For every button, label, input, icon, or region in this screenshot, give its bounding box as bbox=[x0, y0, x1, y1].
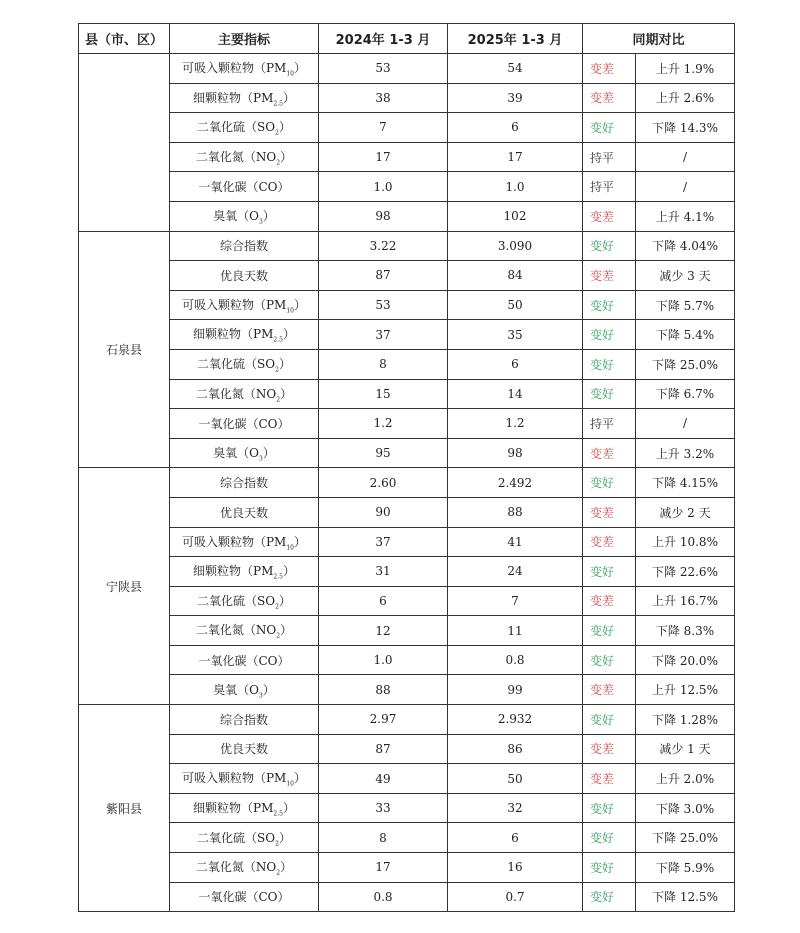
indicator-suffix: ） bbox=[294, 61, 307, 76]
indicator-label: 二氧化氮（NO bbox=[195, 149, 277, 164]
indicator-label: 优良天数 bbox=[219, 505, 268, 520]
change-cell: 下降 1.28% bbox=[636, 705, 735, 735]
indicator-suffix: ） bbox=[262, 682, 275, 697]
indicator-cell bbox=[170, 823, 319, 853]
change-cell: 上升 10.8% bbox=[636, 527, 735, 557]
indicator-subscript: 3 bbox=[259, 218, 263, 226]
header-2025: 2025年 1-3 月 bbox=[448, 24, 583, 54]
indicator-label: 细颗粒物（PM bbox=[193, 800, 274, 815]
county-cell bbox=[79, 54, 170, 232]
indicator-label: 二氧化硫（SO bbox=[197, 357, 276, 372]
value-2024-cell: 3.22 bbox=[319, 231, 448, 261]
value-2025-cell: 102 bbox=[448, 201, 583, 231]
indicator-suffix: ） bbox=[282, 90, 295, 105]
indicator-subscript: 2 bbox=[276, 869, 281, 877]
value-2024-cell: 6 bbox=[319, 586, 448, 616]
value-2024-cell: 15 bbox=[319, 379, 448, 409]
value-2025-cell: 2.932 bbox=[448, 705, 583, 735]
table-row bbox=[79, 527, 735, 557]
indicator-label: 优良天数 bbox=[219, 268, 268, 283]
change-cell: 减少 2 天 bbox=[636, 497, 735, 527]
value-2024-cell: 53 bbox=[319, 54, 448, 84]
change-cell: 下降 14.3% bbox=[636, 113, 735, 143]
indicator-label: 臭氧（O bbox=[213, 682, 259, 697]
change-cell: 下降 8.3% bbox=[636, 616, 735, 646]
indicator-cell bbox=[170, 853, 319, 883]
status-cell: 变好 bbox=[583, 882, 636, 912]
table-row bbox=[79, 438, 735, 468]
value-2025-cell: 14 bbox=[448, 379, 583, 409]
value-2025-cell: 86 bbox=[448, 734, 583, 764]
indicator-cell bbox=[170, 261, 319, 291]
indicator-cell bbox=[170, 201, 319, 231]
indicator-suffix: ） bbox=[278, 593, 291, 608]
indicator-subscript: 2.5 bbox=[273, 336, 283, 344]
indicator-cell bbox=[170, 142, 319, 172]
change-cell: 下降 25.0% bbox=[636, 349, 735, 379]
table-row bbox=[79, 586, 735, 616]
indicator-label: 二氧化氮（NO bbox=[195, 623, 277, 638]
table-row bbox=[79, 793, 735, 823]
value-2025-cell: 50 bbox=[448, 290, 583, 320]
indicator-suffix: ） bbox=[294, 534, 307, 549]
table-row bbox=[79, 261, 735, 291]
change-cell: 下降 12.5% bbox=[636, 882, 735, 912]
value-2025-cell: 41 bbox=[448, 527, 583, 557]
indicator-cell bbox=[170, 616, 319, 646]
indicator-subscript: 3 bbox=[259, 691, 263, 699]
status-cell: 变差 bbox=[583, 586, 636, 616]
change-cell: 上升 12.5% bbox=[636, 675, 735, 705]
change-cell: 下降 25.0% bbox=[636, 823, 735, 853]
value-2024-cell: 53 bbox=[319, 290, 448, 320]
table-row bbox=[79, 675, 735, 705]
indicator-suffix: ） bbox=[280, 860, 293, 875]
value-2024-cell: 7 bbox=[319, 113, 448, 143]
indicator-suffix: ） bbox=[280, 623, 293, 638]
change-cell: 减少 3 天 bbox=[636, 261, 735, 291]
status-cell: 持平 bbox=[583, 172, 636, 202]
table-row bbox=[79, 409, 735, 439]
indicator-suffix: ） bbox=[278, 357, 291, 372]
status-cell: 变好 bbox=[583, 823, 636, 853]
indicator-cell bbox=[170, 231, 319, 261]
value-2024-cell: 33 bbox=[319, 793, 448, 823]
indicator-subscript: 2.5 bbox=[273, 810, 283, 818]
change-cell: 上升 2.6% bbox=[636, 83, 735, 113]
value-2024-cell: 2.60 bbox=[319, 468, 448, 498]
table-row bbox=[79, 349, 735, 379]
change-cell: 下降 5.9% bbox=[636, 853, 735, 883]
status-cell: 变差 bbox=[583, 764, 636, 794]
indicator-suffix: ） bbox=[282, 564, 295, 579]
indicator-label: 综合指数 bbox=[219, 476, 268, 491]
value-2024-cell: 87 bbox=[319, 261, 448, 291]
header-2024: 2024年 1-3 月 bbox=[319, 24, 448, 54]
indicator-subscript: 10 bbox=[286, 70, 294, 78]
indicator-label: 细颗粒物（PM bbox=[193, 90, 274, 105]
value-2025-cell: 84 bbox=[448, 261, 583, 291]
table-row bbox=[79, 172, 735, 202]
indicator-cell bbox=[170, 645, 319, 675]
value-2025-cell: 1.2 bbox=[448, 409, 583, 439]
indicator-cell bbox=[170, 586, 319, 616]
indicator-suffix: ） bbox=[282, 800, 295, 815]
value-2025-cell: 0.7 bbox=[448, 882, 583, 912]
value-2024-cell: 1.2 bbox=[319, 409, 448, 439]
indicator-cell bbox=[170, 764, 319, 794]
indicator-subscript: 2 bbox=[276, 396, 281, 404]
table-row bbox=[79, 882, 735, 912]
indicator-subscript: 2 bbox=[276, 632, 281, 640]
status-cell: 变好 bbox=[583, 349, 636, 379]
status-cell: 变好 bbox=[583, 468, 636, 498]
change-cell: 下降 5.4% bbox=[636, 320, 735, 350]
table-row bbox=[79, 853, 735, 883]
value-2025-cell: 1.0 bbox=[448, 172, 583, 202]
value-2024-cell: 1.0 bbox=[319, 172, 448, 202]
value-2024-cell: 12 bbox=[319, 616, 448, 646]
value-2024-cell: 37 bbox=[319, 320, 448, 350]
change-cell: 下降 22.6% bbox=[636, 557, 735, 587]
change-cell: 下降 4.04% bbox=[636, 231, 735, 261]
value-2025-cell: 6 bbox=[448, 349, 583, 379]
status-cell: 变好 bbox=[583, 379, 636, 409]
indicator-subscript: 2 bbox=[276, 159, 281, 167]
status-cell: 变好 bbox=[583, 616, 636, 646]
indicator-cell bbox=[170, 290, 319, 320]
status-cell: 变差 bbox=[583, 497, 636, 527]
table-row bbox=[79, 468, 735, 498]
indicator-cell bbox=[170, 793, 319, 823]
change-cell: / bbox=[636, 142, 735, 172]
change-cell: 上升 4.1% bbox=[636, 201, 735, 231]
header-county: 县（市、区） bbox=[79, 24, 170, 54]
county-cell: 紫阳县 bbox=[79, 705, 170, 912]
status-cell: 变好 bbox=[583, 290, 636, 320]
indicator-label: 二氧化硫（SO bbox=[197, 830, 276, 845]
value-2024-cell: 87 bbox=[319, 734, 448, 764]
table-row bbox=[79, 290, 735, 320]
indicator-label: 臭氧（O bbox=[213, 445, 259, 460]
indicator-cell bbox=[170, 172, 319, 202]
indicator-cell bbox=[170, 468, 319, 498]
status-cell: 变差 bbox=[583, 201, 636, 231]
indicator-cell bbox=[170, 734, 319, 764]
indicator-suffix: ） bbox=[294, 771, 307, 786]
change-cell: 上升 1.9% bbox=[636, 54, 735, 84]
indicator-suffix: ） bbox=[280, 386, 293, 401]
value-2025-cell: 35 bbox=[448, 320, 583, 350]
table-row bbox=[79, 113, 735, 143]
indicator-cell bbox=[170, 438, 319, 468]
change-cell: 下降 5.7% bbox=[636, 290, 735, 320]
indicator-cell bbox=[170, 705, 319, 735]
table-row bbox=[79, 83, 735, 113]
table-body bbox=[79, 54, 735, 912]
status-cell: 变好 bbox=[583, 645, 636, 675]
indicator-subscript: 3 bbox=[259, 455, 263, 463]
value-2024-cell: 95 bbox=[319, 438, 448, 468]
table-row bbox=[79, 705, 735, 735]
indicator-suffix: ） bbox=[262, 445, 275, 460]
table-row bbox=[79, 142, 735, 172]
header-row bbox=[79, 24, 735, 54]
indicator-label: 综合指数 bbox=[219, 239, 268, 254]
table-row bbox=[79, 823, 735, 853]
value-2025-cell: 32 bbox=[448, 793, 583, 823]
value-2025-cell: 24 bbox=[448, 557, 583, 587]
status-cell: 变好 bbox=[583, 853, 636, 883]
indicator-cell bbox=[170, 113, 319, 143]
status-cell: 变差 bbox=[583, 261, 636, 291]
value-2025-cell: 11 bbox=[448, 616, 583, 646]
status-cell: 变差 bbox=[583, 734, 636, 764]
value-2024-cell: 17 bbox=[319, 853, 448, 883]
table-row bbox=[79, 557, 735, 587]
indicator-label: 可吸入颗粒物（PM bbox=[181, 771, 287, 786]
header-indicator: 主要指标 bbox=[170, 24, 319, 54]
value-2025-cell: 2.492 bbox=[448, 468, 583, 498]
indicator-label: 可吸入颗粒物（PM bbox=[181, 297, 287, 312]
indicator-label: 二氧化氮（NO bbox=[195, 860, 277, 875]
change-cell: 减少 1 天 bbox=[636, 734, 735, 764]
status-cell: 变差 bbox=[583, 83, 636, 113]
indicator-label: 臭氧（O bbox=[213, 209, 259, 224]
indicator-cell bbox=[170, 379, 319, 409]
change-cell: / bbox=[636, 409, 735, 439]
status-cell: 变好 bbox=[583, 231, 636, 261]
indicator-subscript: 10 bbox=[286, 543, 294, 551]
change-cell: 下降 3.0% bbox=[636, 793, 735, 823]
value-2024-cell: 8 bbox=[319, 349, 448, 379]
table-row bbox=[79, 201, 735, 231]
value-2024-cell: 90 bbox=[319, 497, 448, 527]
indicator-cell bbox=[170, 497, 319, 527]
indicator-cell bbox=[170, 557, 319, 587]
status-cell: 变好 bbox=[583, 557, 636, 587]
value-2024-cell: 49 bbox=[319, 764, 448, 794]
indicator-cell bbox=[170, 675, 319, 705]
table-row bbox=[79, 616, 735, 646]
value-2025-cell: 7 bbox=[448, 586, 583, 616]
table-row bbox=[79, 645, 735, 675]
value-2024-cell: 2.97 bbox=[319, 705, 448, 735]
status-cell: 持平 bbox=[583, 409, 636, 439]
indicator-suffix: ） bbox=[278, 830, 291, 845]
indicator-label: 一氧化碳（CO） bbox=[198, 890, 290, 905]
value-2024-cell: 17 bbox=[319, 142, 448, 172]
indicator-subscript: 2 bbox=[275, 603, 279, 611]
indicator-suffix: ） bbox=[262, 209, 275, 224]
status-cell: 变好 bbox=[583, 793, 636, 823]
value-2024-cell: 98 bbox=[319, 201, 448, 231]
value-2025-cell: 6 bbox=[448, 113, 583, 143]
value-2025-cell: 50 bbox=[448, 764, 583, 794]
value-2025-cell: 98 bbox=[448, 438, 583, 468]
indicator-label: 细颗粒物（PM bbox=[193, 327, 274, 342]
indicator-cell bbox=[170, 527, 319, 557]
status-cell: 变好 bbox=[583, 113, 636, 143]
indicator-cell bbox=[170, 349, 319, 379]
indicator-cell bbox=[170, 409, 319, 439]
indicator-subscript: 10 bbox=[286, 780, 294, 788]
table-row bbox=[79, 320, 735, 350]
change-cell: / bbox=[636, 172, 735, 202]
table-row bbox=[79, 497, 735, 527]
table-row bbox=[79, 764, 735, 794]
indicator-subscript: 2 bbox=[275, 129, 279, 137]
indicator-label: 二氧化硫（SO bbox=[197, 593, 276, 608]
value-2025-cell: 16 bbox=[448, 853, 583, 883]
value-2024-cell: 31 bbox=[319, 557, 448, 587]
indicator-label: 细颗粒物（PM bbox=[193, 564, 274, 579]
county-cell: 宁陕县 bbox=[79, 468, 170, 705]
value-2025-cell: 88 bbox=[448, 497, 583, 527]
indicator-subscript: 2.5 bbox=[273, 573, 283, 581]
header-comparison: 同期对比 bbox=[583, 24, 735, 54]
indicator-cell bbox=[170, 83, 319, 113]
change-cell: 下降 6.7% bbox=[636, 379, 735, 409]
value-2025-cell: 99 bbox=[448, 675, 583, 705]
value-2025-cell: 39 bbox=[448, 83, 583, 113]
indicator-label: 一氧化碳（CO） bbox=[198, 416, 290, 431]
table-row bbox=[79, 734, 735, 764]
status-cell: 变好 bbox=[583, 320, 636, 350]
value-2025-cell: 0.8 bbox=[448, 645, 583, 675]
change-cell: 上升 3.2% bbox=[636, 438, 735, 468]
indicator-label: 一氧化碳（CO） bbox=[198, 653, 290, 668]
change-cell: 下降 4.15% bbox=[636, 468, 735, 498]
value-2024-cell: 8 bbox=[319, 823, 448, 853]
indicator-suffix: ） bbox=[294, 297, 307, 312]
indicator-subscript: 10 bbox=[286, 307, 294, 315]
indicator-label: 优良天数 bbox=[219, 742, 268, 757]
indicator-cell bbox=[170, 882, 319, 912]
value-2025-cell: 54 bbox=[448, 54, 583, 84]
value-2024-cell: 37 bbox=[319, 527, 448, 557]
indicator-subscript: 2 bbox=[275, 839, 279, 847]
change-cell: 上升 2.0% bbox=[636, 764, 735, 794]
value-2024-cell: 38 bbox=[319, 83, 448, 113]
county-cell: 石泉县 bbox=[79, 231, 170, 468]
indicator-suffix: ） bbox=[278, 120, 291, 135]
change-cell: 下降 20.0% bbox=[636, 645, 735, 675]
table-row bbox=[79, 379, 735, 409]
status-cell: 变差 bbox=[583, 438, 636, 468]
status-cell: 持平 bbox=[583, 142, 636, 172]
value-2024-cell: 1.0 bbox=[319, 645, 448, 675]
indicator-label: 可吸入颗粒物（PM bbox=[181, 534, 287, 549]
value-2024-cell: 88 bbox=[319, 675, 448, 705]
indicator-label: 可吸入颗粒物（PM bbox=[181, 61, 287, 76]
status-cell: 变差 bbox=[583, 527, 636, 557]
indicator-label: 一氧化碳（CO） bbox=[198, 180, 290, 195]
table-row bbox=[79, 231, 735, 261]
value-2024-cell: 0.8 bbox=[319, 882, 448, 912]
status-cell: 变差 bbox=[583, 54, 636, 84]
change-cell: 上升 16.7% bbox=[636, 586, 735, 616]
indicator-label: 二氧化氮（NO bbox=[195, 386, 277, 401]
indicator-label: 综合指数 bbox=[219, 712, 268, 727]
indicator-suffix: ） bbox=[280, 149, 293, 164]
air-quality-table bbox=[78, 23, 735, 912]
indicator-cell bbox=[170, 320, 319, 350]
status-cell: 变好 bbox=[583, 705, 636, 735]
value-2025-cell: 6 bbox=[448, 823, 583, 853]
indicator-label: 二氧化硫（SO bbox=[197, 120, 276, 135]
value-2025-cell: 3.090 bbox=[448, 231, 583, 261]
status-cell: 变差 bbox=[583, 675, 636, 705]
value-2025-cell: 17 bbox=[448, 142, 583, 172]
indicator-subscript: 2 bbox=[275, 366, 279, 374]
indicator-cell bbox=[170, 54, 319, 84]
table-row bbox=[79, 54, 735, 84]
indicator-subscript: 2.5 bbox=[273, 100, 283, 108]
indicator-suffix: ） bbox=[282, 327, 295, 342]
